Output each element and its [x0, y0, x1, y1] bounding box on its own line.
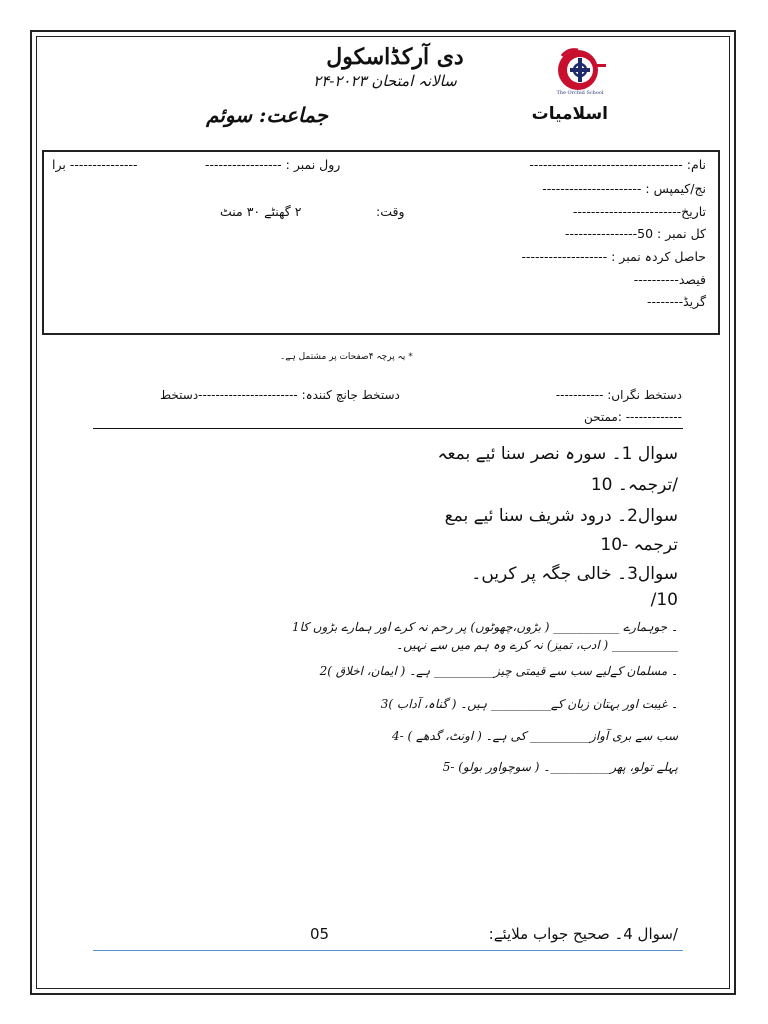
- fill-blank-item-3: ۔ غیبت اور بہتان زبان کے__________ ہیں۔ ( گناہ، آداب )3: [380, 697, 678, 711]
- school-name: دی آرکڈاسکول: [326, 44, 464, 70]
- exam-title: سالانہ امتحان ۲۰۲۳-۲۴: [313, 72, 457, 90]
- student-info-box: [42, 150, 720, 335]
- question-3-marks: 10/: [650, 590, 678, 610]
- fill-blank-item-1-line-1: ۔ جوہمارے ___________ ( بڑوں،چھوٹوں) پر رحم نہ کرے اور ہمارے بڑوں کا1: [291, 620, 678, 634]
- question-1-line-1: سوال 1۔ سورہ نصر سنا ئیے بمعہ: [437, 444, 678, 464]
- fill-blank-item-4: سب سے بری آواز__________ کی ہے۔ ( اونٹ، گدھے ) -4: [391, 729, 678, 743]
- time-label: وقت:: [376, 204, 405, 219]
- fill-blank-item-1-line-2: ___________ ( ادب، تمیز) نہ کرے وہ ہم میں سے نہیں۔: [396, 638, 678, 652]
- fill-blank-item-5: پہلے تولو، پھر__________۔ ( سوچواور بولو) -5: [442, 760, 678, 774]
- name-field: نام: ----------------------------------: [529, 157, 706, 172]
- question-2-line-2: ترجمہ -10: [600, 535, 678, 555]
- logo-caption: The Orchid School: [556, 90, 604, 96]
- divider: [93, 428, 683, 429]
- time-value: ۲ گھنٹے ۳۰ منٹ: [220, 204, 302, 219]
- checker-signature: دستخط جانچ کنندہ: -----------------------دستخط: [160, 388, 400, 402]
- total-marks-field: کل نمبر : 50----------------: [564, 226, 706, 241]
- grade-field: گریڈ--------: [647, 294, 706, 309]
- fill-blank-item-2: ۔ مسلمان کےلیے سب سے قیمتی چیز__________ ہے۔ ( ایمان، اخلاق )2: [319, 664, 678, 678]
- question-2-line-1: سوال2۔ درود شریف سنا ئیے بمع: [444, 506, 678, 526]
- question-4-marks: 05: [310, 925, 330, 943]
- footer-rule: [93, 950, 683, 951]
- question-4-heading: /سوال 4۔ صحیح جواب ملایئے:: [488, 925, 678, 943]
- campus-field: نج/کیمپس : ----------------------: [542, 181, 706, 196]
- examiner-signature: ------------- :ممتحن: [583, 410, 682, 424]
- subject-title: اسلامیات: [531, 104, 608, 124]
- roll-number-field: رول نمبر : -----------------: [205, 157, 341, 172]
- date-field: تاریخ------------------------: [572, 204, 706, 219]
- question-3-line-1: سوال3۔ خالی جگہ پر کریں۔: [471, 564, 678, 584]
- class-line: جماعت: سوئم: [206, 103, 328, 127]
- question-1-line-2: /ترجمہ۔ 10: [590, 475, 678, 495]
- obtained-marks-field: حاصل کردہ نمبر : -------------------: [521, 249, 706, 264]
- bara-field: --------------- برا: [52, 157, 138, 172]
- percentage-field: فیصد----------: [633, 272, 706, 287]
- page-count-note: * یہ پرچہ ۴صفحات پر مشتمل ہے۔: [280, 352, 413, 362]
- invigilator-signature: دستخط نگراں: -----------: [555, 388, 682, 402]
